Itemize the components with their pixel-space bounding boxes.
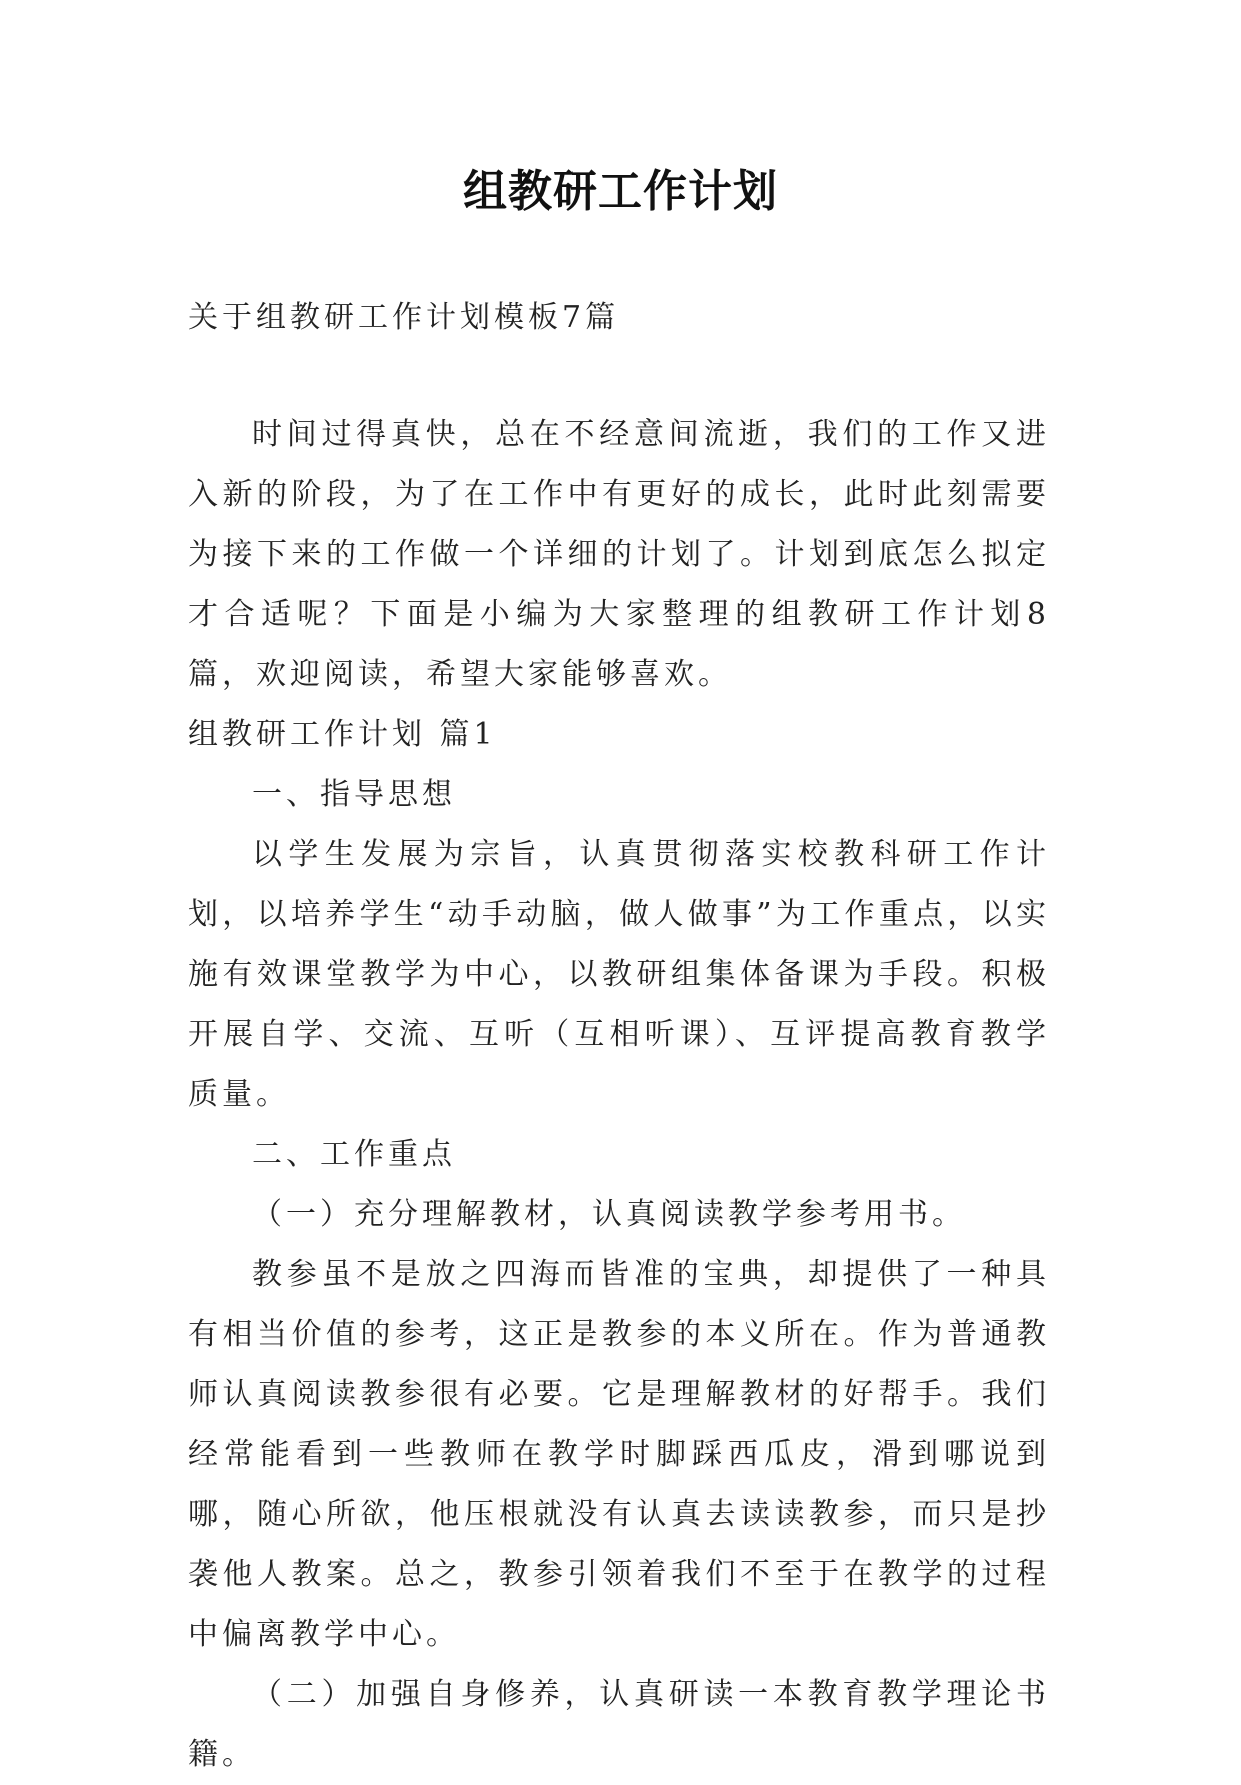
section-heading: 组教研工作计划 篇1 bbox=[188, 717, 497, 752]
intro-paragraph: 时间过得真快，总在不经意间流逝，我们的工作又进入新的阶段，为了在工作中有更好的成长，此时此刻需要为接下来的工作做一个详细的计划了。计划到底怎么拟定才合适呢？下面是小编为大家整理的组教研工作计划8篇，欢迎阅读，希望大家能够喜欢。 bbox=[188, 417, 1050, 692]
document-body bbox=[188, 405, 1050, 1785]
body-paragraph: 教参虽不是放之四海而皆准的宝典，却提供了一种具有相当价值的参考，这正是教参的本义所在。作为普通教师认真阅读教参很有必要。它是理解教材的好帮手。我们经常能看到一些教师在教学时脚踩西瓜皮，滑到哪说到哪，随心所欲，他压根就没有认真去读读教参，而只是抄袭他人教案。总之，教参引领着我们不至于在教学的过程中偏离教学中心。 bbox=[188, 1257, 1050, 1652]
subsection-heading: 一、指导思想 bbox=[252, 777, 456, 812]
document-title: 组教研工作计划 bbox=[463, 166, 778, 217]
item-heading: （一）充分理解教材，认真阅读教学参考用书。 bbox=[252, 1197, 966, 1232]
document-subtitle: 关于组教研工作计划模板7篇 bbox=[188, 300, 620, 335]
body-paragraph: 以学生发展为宗旨，认真贯彻落实校教科研工作计划，以培养学生“动手动脑，做人做事”为工作重点，以实施有效课堂教学为中心，以教研组集体备课为手段。积极开展自学、交流、互听（互相听课）、互评提高教育教学质量。 bbox=[188, 837, 1050, 1112]
item-heading: （二）加强自身修养，认真研读一本教育教学理论书籍。 bbox=[188, 1677, 1050, 1772]
subsection-heading: 二、工作重点 bbox=[252, 1137, 456, 1172]
